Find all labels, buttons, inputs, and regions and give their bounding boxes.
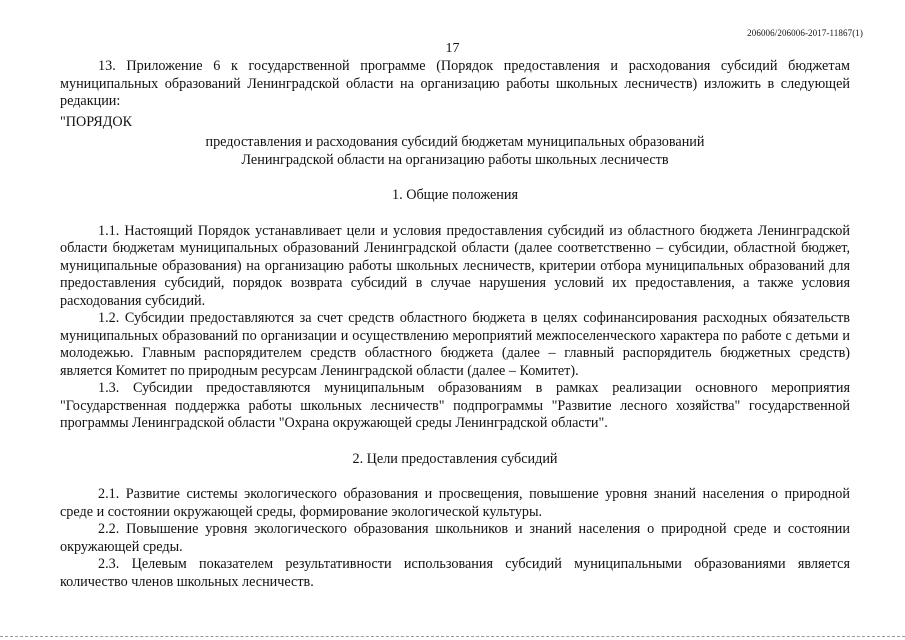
paragraph-1-3: 1.3. Субсидии предоставляются муниципальным образованиям в рамках реализации основного мероприятия "Государственная поддержка работы школьных лесничеств" подпрограммы "Развитие лесного хозяйства" государственной программы Ленинградской области "Охрана окружающей среды Ленинградской области". [60,380,850,431]
paragraph-13: 13. Приложение 6 к государственной программе (Порядок предоставления и расходования субсидий бюджетам муниципальных образований Ленинградской области на организацию работы школьных лесничеств) изложить в следующей редакции: [60,58,850,109]
paragraph-2-2: 2.2. Повышение уровня экологического образования школьников и знаний населения о природной среде и состоянии окружающей среды. [60,521,850,555]
scan-edge-line [0,636,905,637]
document-registration-number: 206006/206006-2017-11867(1) [747,28,863,38]
paragraph-1-1: 1.1. Настоящий Порядок устанавливает цели и условия предоставления субсидий из областного бюджета Ленинградской области бюджетам муниципальных образований Ленинградской области (далее соответственно – субсидии, областной бюджет, муниципальные образования) на организацию работы школьных лесничеств, критерии отбора муниципальных образований для предоставления субсидий, порядок возврата субсидий в случае нарушения условий их предоставления, а также условия расходования субсидий. [60,222,850,309]
paragraph-2-1: 2.1. Развитие системы экологического образования и просвещения, повышение уровня знаний населения о природной среде и состоянии окружающей среды, формирование экологической культуры. [60,486,850,520]
procedure-title: "ПОРЯДОК [60,113,133,130]
section-2-heading: 2. Цели предоставления субсидий [352,450,558,467]
page-number: 17 [445,41,460,56]
section-1-heading: 1. Общие положения [392,187,518,203]
document-body [60,58,850,591]
paragraph-1-2: 1.2. Субсидии предоставляются за счет средств областного бюджета в целях софинансирования расходных обязательств муниципальных образований по организации и осуществлению мероприятий межпоселенческого характера по работе с детьми и молодежью. Главным распорядителем средств областного бюджета (далее – главный распорядитель бюджетных средств) является Комитет по природным ресурсам Ленинградской области (далее – Комитет). [60,310,850,379]
paragraph-2-3: 2.3. Целевым показателем результативности использования субсидий муниципальными образованиями является количество членов школьных лесничеств. [60,556,850,590]
procedure-subtitle-line-1: предоставления и расходования субсидий бюджетам муниципальных образований [205,134,705,150]
procedure-subtitle-line-2: Ленинградской области на организацию работы школьных лесничеств [241,151,669,168]
